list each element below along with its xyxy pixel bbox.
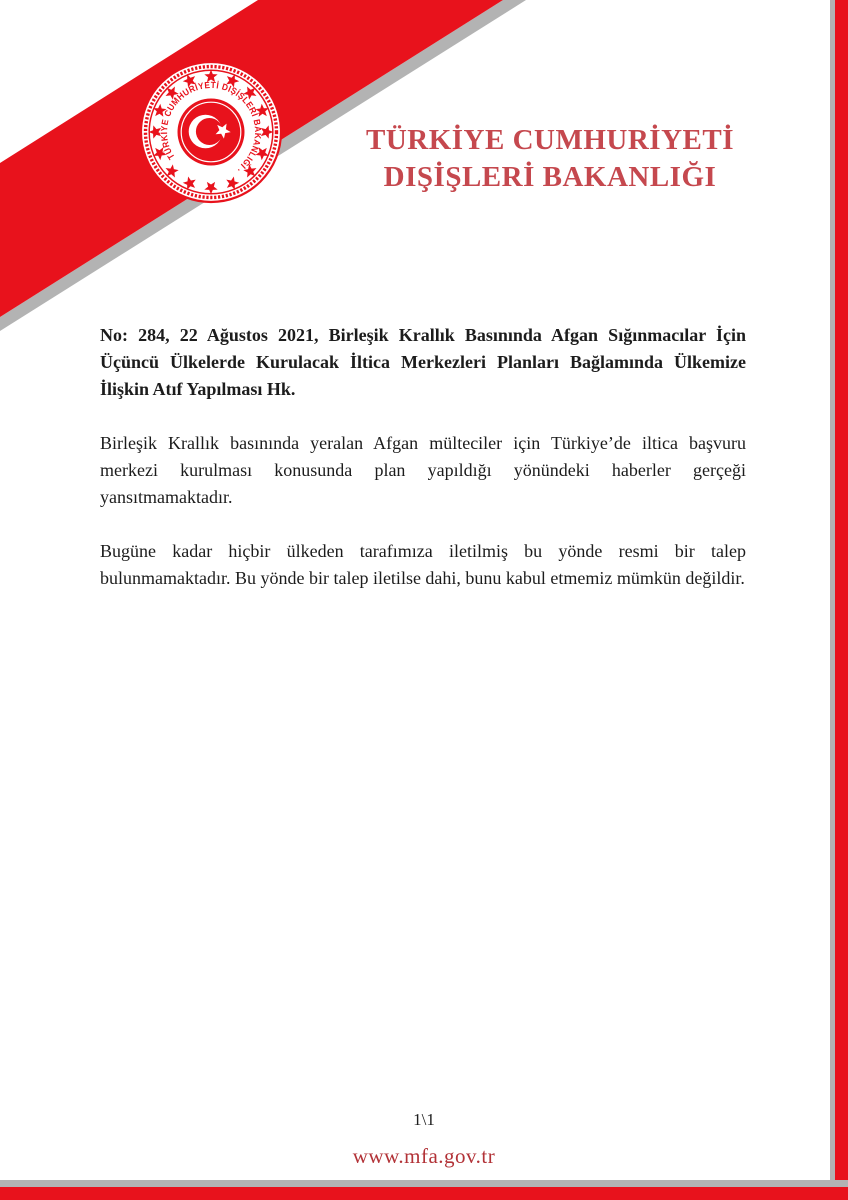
website-url: www.mfa.gov.tr <box>352 1144 496 1168</box>
ministry-title <box>330 122 770 196</box>
emblem-ring-text: TÜRKİYE CUMHURİYETİ DIŞİŞLERİ BAKANLIĞI · <box>158 79 264 176</box>
mfa-emblem-logo <box>136 57 286 207</box>
press-release-heading: No: 284, 22 Ağustos 2021, Birleşik Krallık Basınında Afgan Sığınmacılar İçin Üçüncü Ülkelerde Kurulacak İltica Merkezleri Planları Bağlamında Ülkemize İlişkin Atıf Yapılması Hk. <box>100 325 746 399</box>
press-release-paragraph-2: Bugüne kadar hiçbir ülkeden tarafımıza iletilmiş bu yönde resmi bir talep bulunmamaktadır. Bu yönde bir talep iletilse dahi, bunu kabul etmemiz mümkün değildir. <box>100 541 746 588</box>
right-edge-red-bar <box>835 0 848 1200</box>
press-release-body <box>100 322 746 619</box>
bottom-edge-red-bar <box>0 1187 848 1200</box>
ministry-title-line2: DIŞİŞLERİ BAKANLIĞI <box>383 161 717 193</box>
page-number: 1\1 <box>413 1110 435 1129</box>
bottom-edge-shadow <box>0 1180 848 1187</box>
ministry-title-line1: TÜRKİYE CUMHURİYETİ <box>365 124 734 156</box>
press-release-paragraph-1: Birleşik Krallık basınında yeralan Afgan mülteciler için Türkiye’de iltica başvuru merkezi kurulması konusunda plan yapıldığı yönündeki haberler gerçeği yansıtmamaktadır. <box>100 433 746 507</box>
